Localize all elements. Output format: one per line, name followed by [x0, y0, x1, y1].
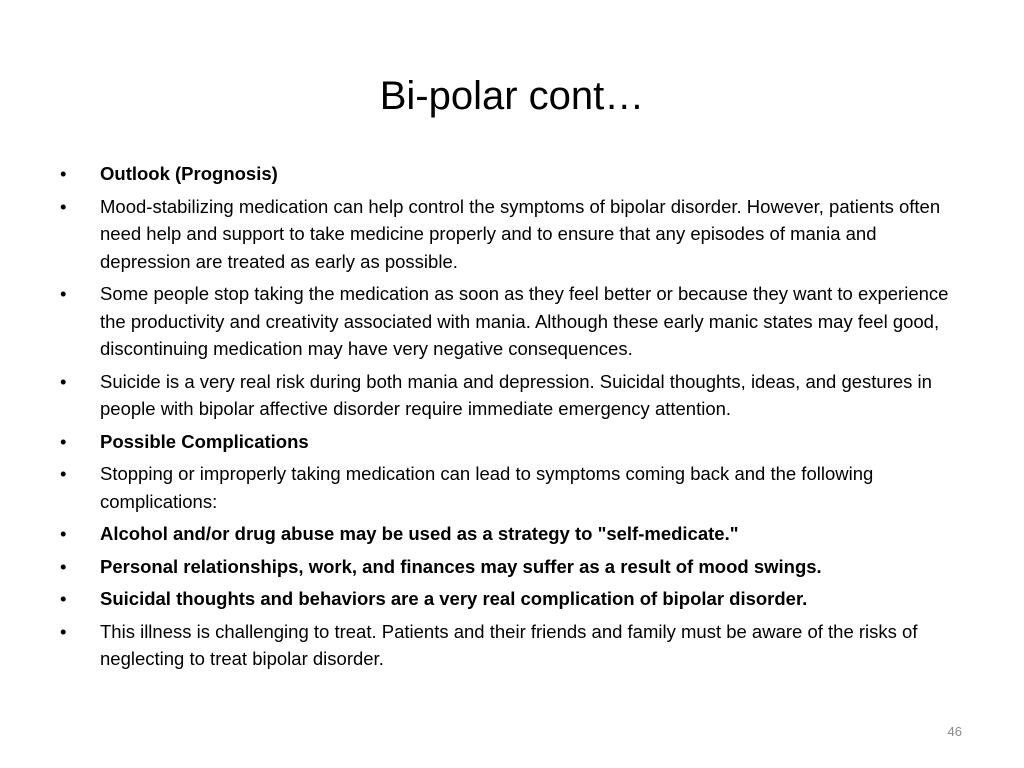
bullet-item	[60, 428, 972, 456]
bullet-icon: •	[60, 555, 67, 577]
bullet-icon: •	[60, 283, 67, 304]
bullet-item	[60, 585, 972, 613]
bullet-icon: •	[60, 370, 67, 392]
bullet-item	[60, 553, 972, 581]
bullet-text: Outlook (Prognosis)	[100, 163, 278, 184]
bullet-list	[60, 160, 972, 678]
slide-number: 46	[947, 724, 962, 739]
bullet-item	[60, 520, 972, 548]
bullet-text: Personal relationships, work, and finances may suffer as a result of mood swings.	[100, 555, 822, 577]
bullet-text: Suicidal thoughts and behaviors are a very real complication of bipolar disorder.	[100, 588, 808, 609]
bullet-icon: •	[60, 523, 67, 544]
bullet-item	[60, 280, 972, 363]
bullet-text: Alcohol and/or drug abuse may be used as a strategy to "self-medicate."	[100, 523, 739, 544]
bullet-icon: •	[60, 620, 67, 642]
bullet-icon: •	[60, 463, 67, 484]
bullet-item	[60, 193, 972, 276]
bullet-item	[60, 368, 972, 423]
bullet-item	[60, 460, 972, 515]
bullet-text: Some people stop taking the medication as soon as they feel better or because they want to experience the productivity and creativity associated with mania. Although these early manic states may feel good, discontinuing medication may have very negative consequences.	[100, 283, 949, 359]
bullet-icon: •	[60, 430, 67, 452]
bullet-icon: •	[60, 588, 67, 609]
bullet-text: This illness is challenging to treat. Patients and their friends and family must be aware of the risks of neglecting to treat bipolar disorder.	[100, 620, 918, 669]
bullet-icon: •	[60, 163, 67, 184]
bullet-item	[60, 160, 972, 188]
slide-title: Bi-polar cont…	[379, 74, 645, 118]
bullet-text: Suicide is a very real risk during both mania and depression. Suicidal thoughts, ideas, and gestures in people with bipolar affective disorder require immediate emergency attention.	[100, 370, 932, 419]
bullet-item	[60, 618, 972, 673]
bullet-text: Possible Complications	[100, 430, 309, 452]
bullet-text: Mood-stabilizing medication can help control the symptoms of bipolar disorder. However, patients often need help and support to take medicine properly and to ensure that any episodes of mania and depression are treated as early as possible.	[100, 195, 941, 272]
bullet-text: Stopping or improperly taking medication can lead to symptoms coming back and the following complications:	[100, 463, 874, 512]
bullet-icon: •	[60, 195, 67, 217]
